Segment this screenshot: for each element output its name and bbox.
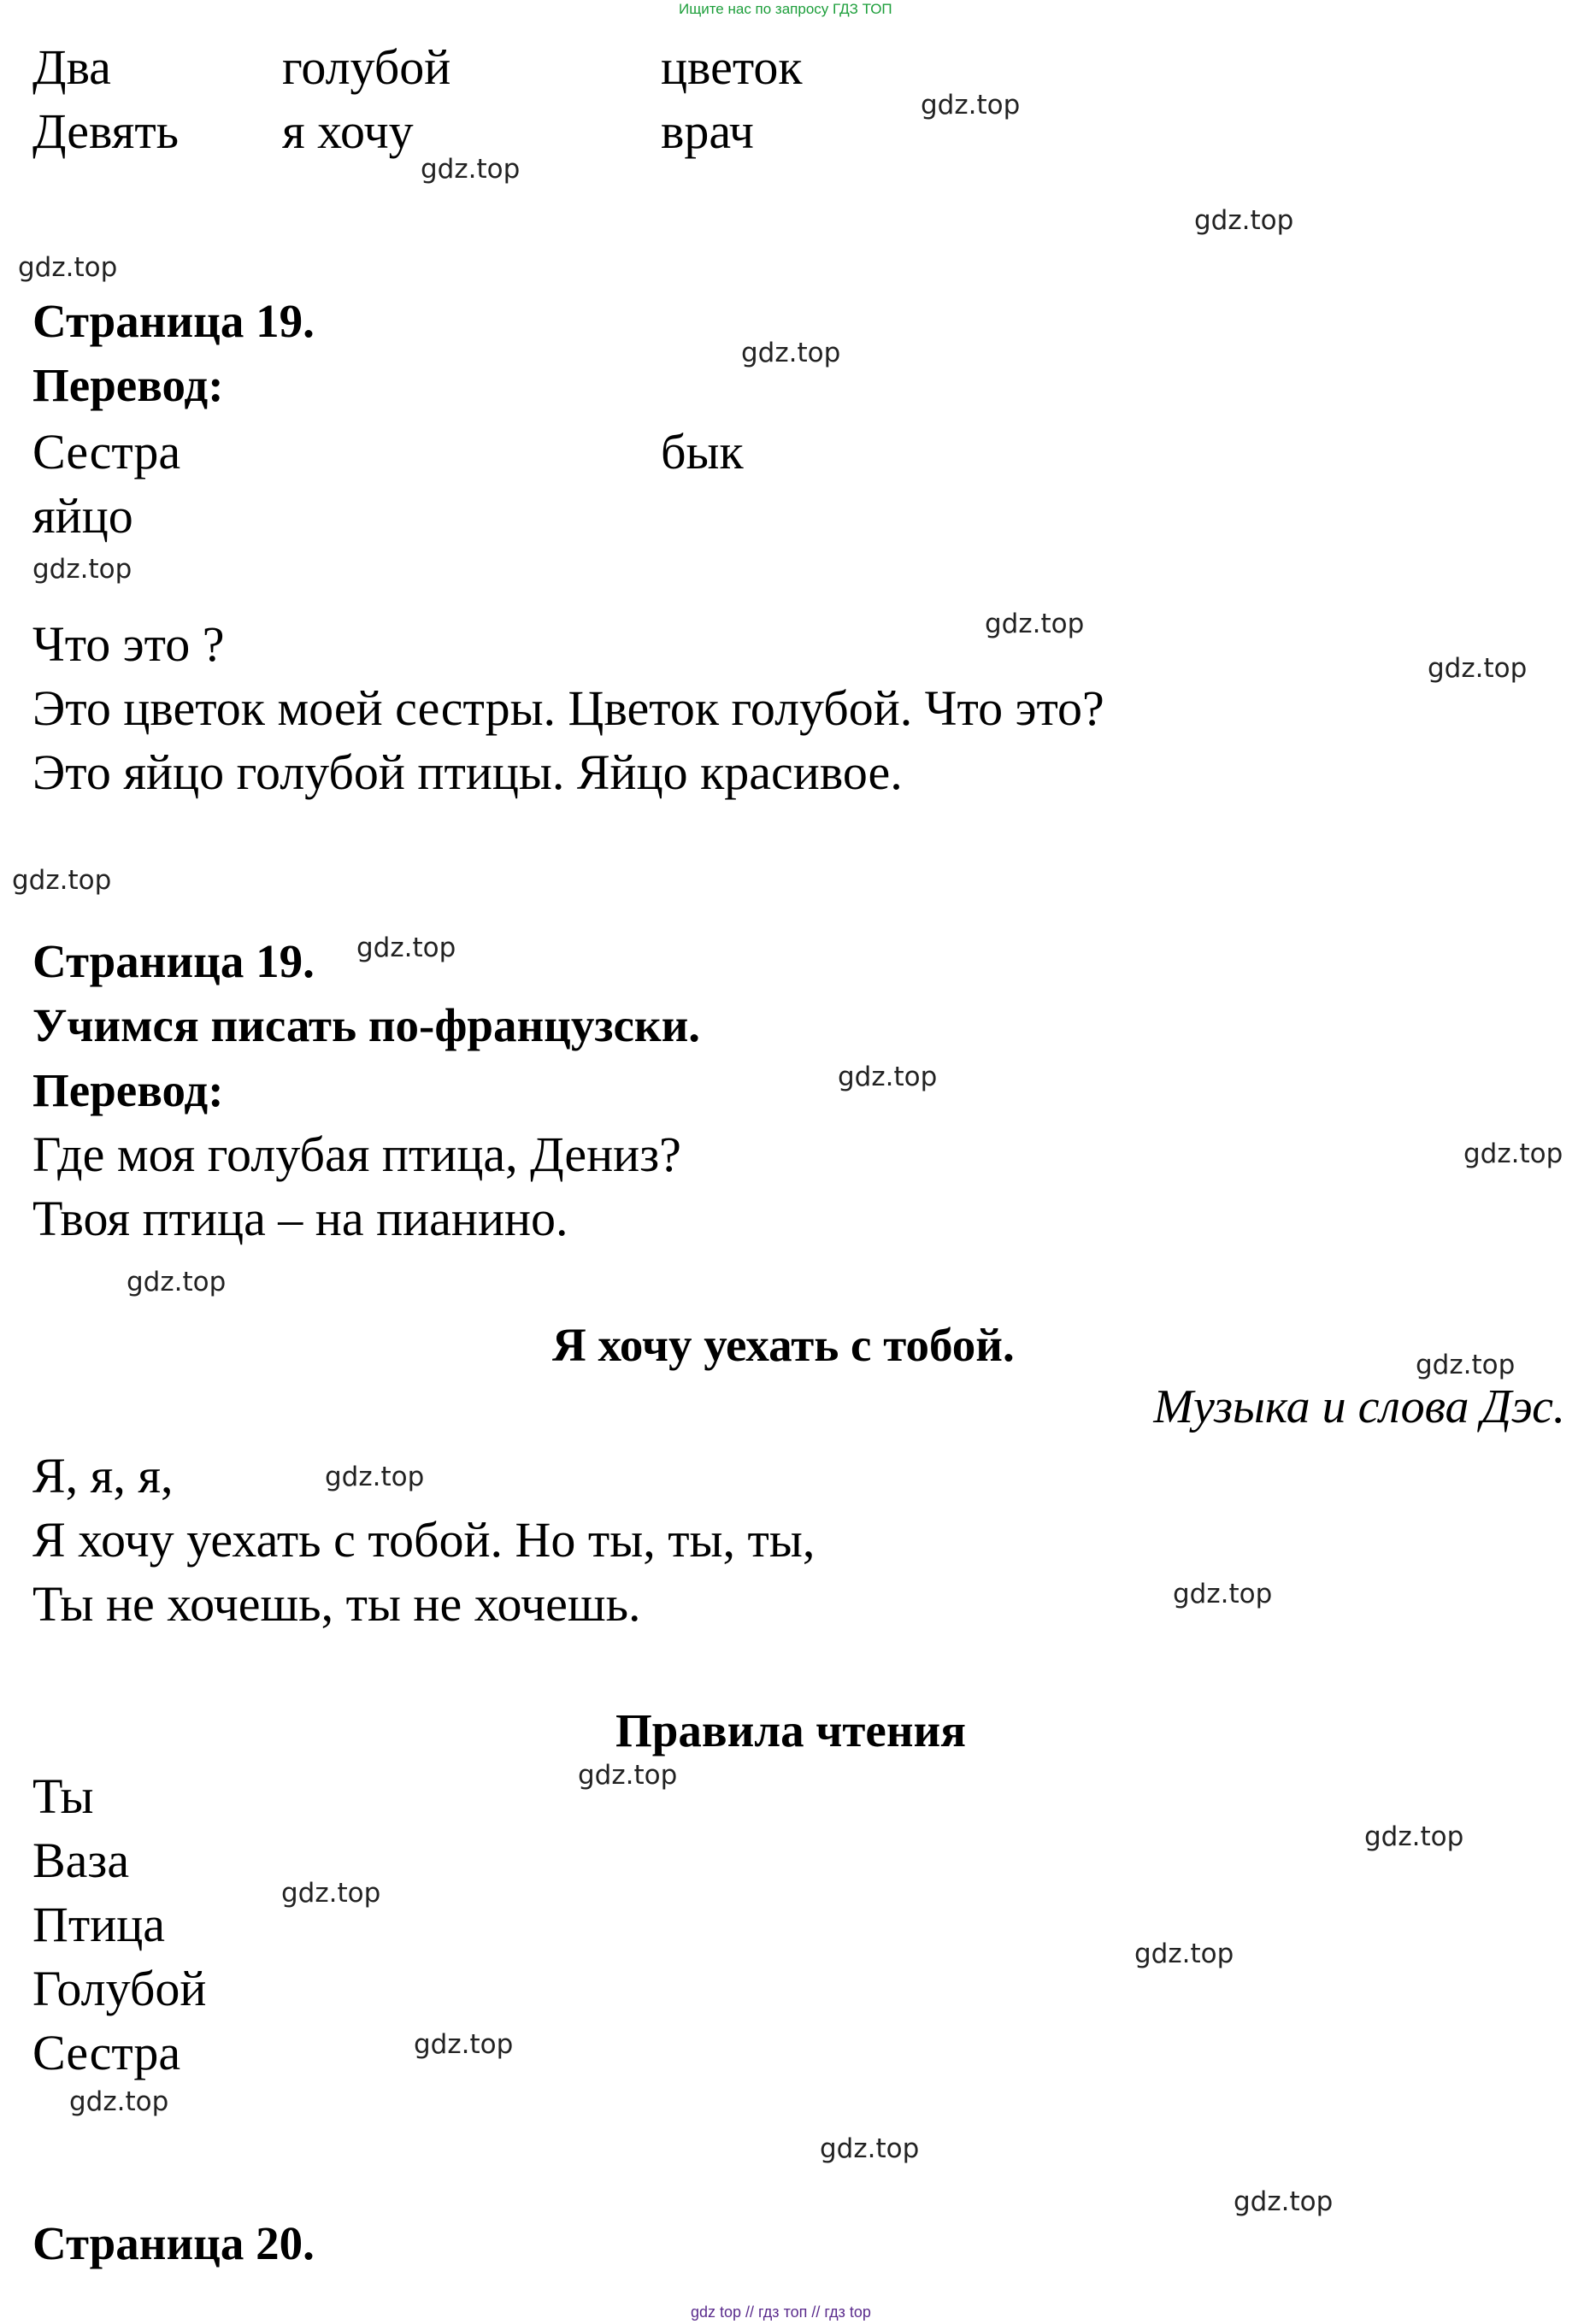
- watermark: gdz.top: [1173, 1579, 1273, 1609]
- word: яйцо: [32, 488, 133, 544]
- vocab-cell: врач: [661, 103, 754, 159]
- watermark: gdz.top: [1416, 1350, 1516, 1380]
- watermark: gdz.top: [325, 1462, 425, 1492]
- watermark: gdz.top: [820, 2133, 920, 2164]
- song-line: Ты не хочешь, ты не хочешь.: [32, 1576, 641, 1632]
- vocab-cell: Два: [32, 39, 111, 95]
- watermark: gdz.top: [127, 1267, 227, 1297]
- translation-subheading: Перевод:: [32, 359, 224, 411]
- watermark: gdz.top: [18, 252, 118, 283]
- song-line: Я, я, я,: [32, 1448, 174, 1503]
- watermark: gdz.top: [1428, 653, 1528, 684]
- sentence: Это цветок моей сестры. Цветок голубой. Что это?: [32, 680, 1104, 736]
- reading-word: Голубой: [32, 1961, 207, 2016]
- reading-word: Ты: [32, 1768, 94, 1824]
- watermark: gdz.top: [921, 90, 1021, 121]
- vocab-cell: цветок: [661, 39, 803, 95]
- page-heading: Страница 20.: [32, 2217, 315, 2269]
- footer-watermark: gdz top // гдз топ // гдз top: [691, 2303, 871, 2321]
- watermark: gdz.top: [985, 609, 1085, 639]
- word: бык: [661, 424, 744, 480]
- watermark: gdz.top: [32, 554, 132, 585]
- word: Сестра: [32, 424, 181, 480]
- song-credit: Музыка и слова Дэс.: [1153, 1380, 1565, 1433]
- watermark: gdz.top: [421, 154, 521, 185]
- watermark: gdz.top: [356, 933, 456, 963]
- sentence: Твоя птица – на пианино.: [32, 1191, 568, 1246]
- vocab-cell: я хочу: [282, 103, 414, 159]
- reading-rules-title: Правила чтения: [615, 1704, 966, 1756]
- watermark: gdz.top: [1234, 2186, 1334, 2217]
- watermark: gdz.top: [1194, 205, 1294, 236]
- watermark: gdz.top: [69, 2086, 169, 2117]
- reading-word: Птица: [32, 1897, 166, 1952]
- translation-subheading: Перевод:: [32, 1064, 224, 1116]
- watermark: gdz.top: [578, 1760, 678, 1791]
- watermark: gdz.top: [1134, 1939, 1234, 1969]
- page-heading: Страница 19.: [32, 935, 315, 987]
- page-heading: Страница 19.: [32, 295, 315, 347]
- song-title: Я хочу уехать с тобой.: [552, 1319, 1015, 1371]
- reading-word: Сестра: [32, 2025, 181, 2080]
- sentence: Что это ?: [32, 616, 225, 672]
- watermark: gdz.top: [1364, 1821, 1464, 1852]
- watermark: gdz.top: [12, 865, 112, 896]
- watermark: gdz.top: [281, 1878, 381, 1909]
- sentence: Это яйцо голубой птицы. Яйцо красивое.: [32, 744, 903, 800]
- watermark: gdz.top: [414, 2029, 514, 2060]
- vocab-cell: Девять: [32, 103, 180, 159]
- top-search-note: Ищите нас по запросу ГДЗ ТОП: [679, 1, 892, 17]
- section-subtitle: Учимся писать по-французски.: [32, 999, 701, 1051]
- watermark: gdz.top: [1463, 1138, 1563, 1169]
- song-line: Я хочу уехать с тобой. Но ты, ты, ты,: [32, 1512, 816, 1568]
- watermark: gdz.top: [838, 1062, 938, 1092]
- vocab-cell: голубой: [282, 39, 451, 95]
- reading-word: Ваза: [32, 1833, 130, 1888]
- sentence: Где моя голубая птица, Дениз?: [32, 1127, 681, 1182]
- watermark: gdz.top: [741, 338, 841, 368]
